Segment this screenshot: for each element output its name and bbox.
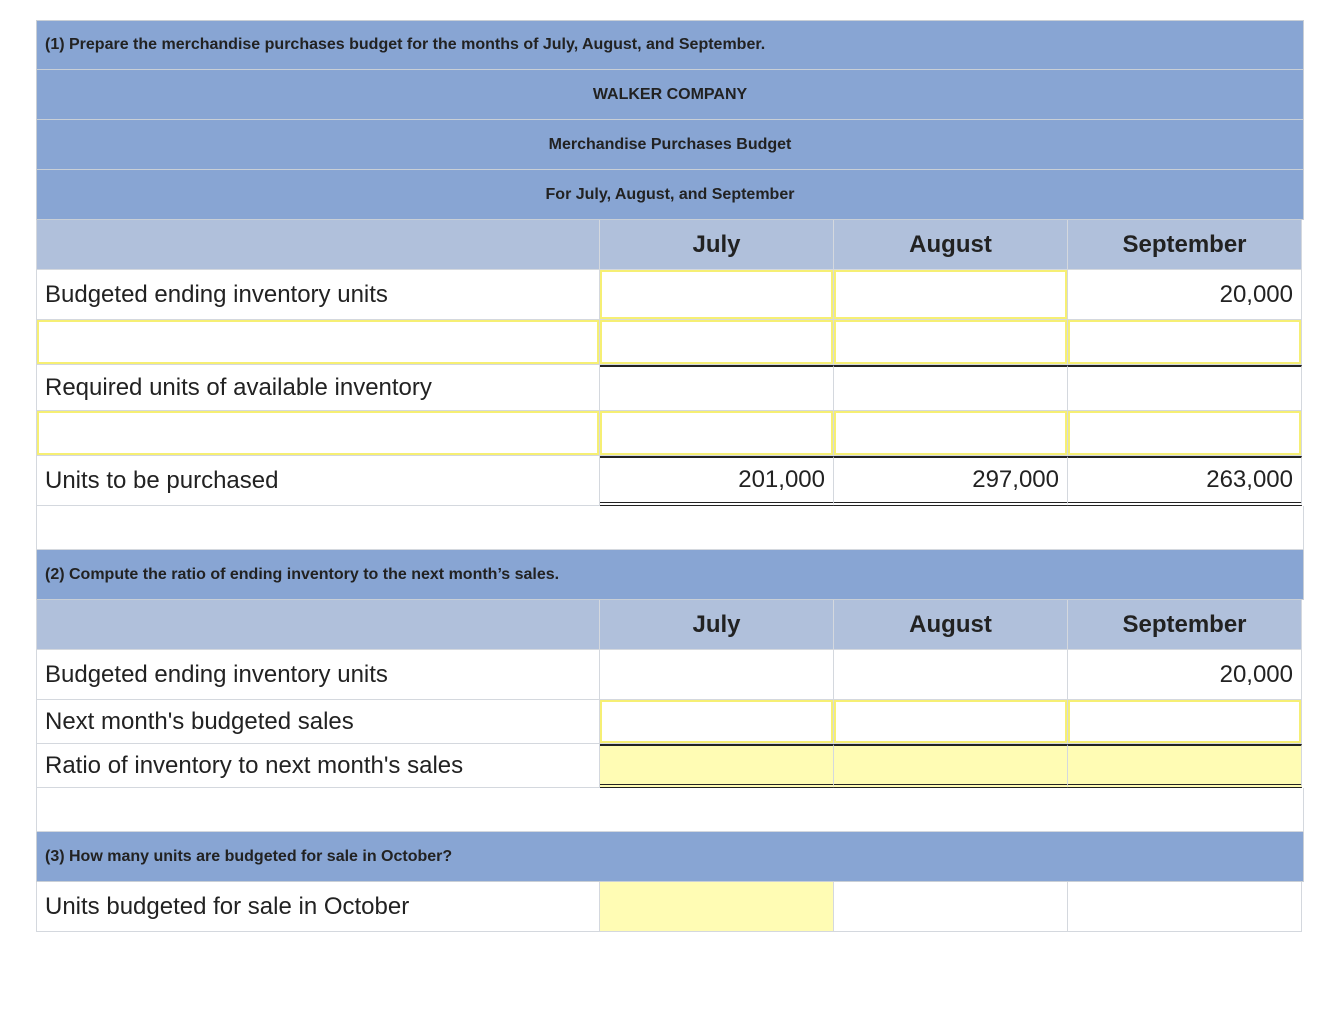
row-label: Ratio of inventory to next month's sales (36, 744, 600, 788)
worksheet (36, 20, 1304, 932)
july-ending-inventory-input[interactable] (600, 270, 834, 320)
column-header-august: August (834, 600, 1068, 650)
july-next-month-sales-input[interactable] (600, 700, 834, 744)
part2-instruction: (2) Compute the ratio of ending inventory to the next month’s sales. (45, 565, 560, 583)
row-label: Budgeted ending inventory units (36, 270, 600, 320)
part2-column-header-row (36, 600, 1304, 650)
august-ratio-input[interactable] (834, 744, 1068, 788)
part2-instruction-banner (36, 550, 1304, 600)
spacer (36, 506, 1304, 550)
july-ratio-ending-inventory (600, 650, 834, 700)
row-label: Units budgeted for sale in October (36, 882, 600, 932)
table-row (36, 744, 1304, 788)
july-input-row-2[interactable] (600, 411, 834, 456)
table-row (36, 456, 1304, 506)
company-name: WALKER COMPANY (592, 85, 748, 103)
july-units-purchased: 201,000 (600, 456, 834, 506)
august-input-row-1[interactable] (834, 320, 1068, 365)
header-blank (36, 600, 600, 650)
column-header-september: September (1068, 600, 1302, 650)
september-required-units[interactable] (1068, 365, 1302, 411)
spacer (36, 788, 1304, 832)
company-banner (36, 70, 1304, 120)
row-label: Units to be purchased (36, 456, 600, 506)
table-row (36, 882, 1304, 932)
part3-instruction-banner (36, 832, 1304, 882)
row-label-input-2[interactable] (36, 411, 600, 456)
july-input-row-1[interactable] (600, 320, 834, 365)
empty-cell (834, 882, 1068, 932)
period-banner (36, 170, 1304, 220)
august-ending-inventory-input[interactable] (834, 270, 1068, 320)
part1-column-header-row (36, 220, 1304, 270)
row-label: Required units of available inventory (36, 365, 600, 411)
part3-instruction: (3) How many units are budgeted for sale in October? (45, 847, 453, 865)
row-label-input-1[interactable] (36, 320, 600, 365)
column-header-september: September (1068, 220, 1302, 270)
august-input-row-2[interactable] (834, 411, 1068, 456)
table-row (36, 320, 1304, 365)
row-label: Next month's budgeted sales (36, 700, 600, 744)
budget-title: Merchandise Purchases Budget (548, 135, 792, 153)
september-units-purchased: 263,000 (1068, 456, 1302, 506)
table-row (36, 365, 1304, 411)
column-header-july: July (600, 220, 834, 270)
september-input-row-2[interactable] (1068, 411, 1302, 456)
header-blank (36, 220, 600, 270)
budget-title-banner (36, 120, 1304, 170)
october-units-input[interactable] (600, 882, 834, 932)
september-ratio-input[interactable] (1068, 744, 1302, 788)
july-required-units[interactable] (600, 365, 834, 411)
table-row (36, 270, 1304, 320)
budget-period: For July, August, and September (545, 185, 795, 203)
column-header-august: August (834, 220, 1068, 270)
august-units-purchased: 297,000 (834, 456, 1068, 506)
part1-instruction: (1) Prepare the merchandise purchases budget for the months of July, August, and September. (45, 36, 766, 53)
column-header-july: July (600, 600, 834, 650)
september-ending-inventory-value: 20,000 (1068, 270, 1302, 320)
august-next-month-sales-input[interactable] (834, 700, 1068, 744)
row-label: Budgeted ending inventory units (36, 650, 600, 700)
empty-cell (1068, 882, 1302, 932)
september-ratio-ending-inventory: 20,000 (1068, 650, 1302, 700)
september-input-row-1[interactable] (1068, 320, 1302, 365)
table-row (36, 650, 1304, 700)
table-row (36, 411, 1304, 456)
august-ratio-ending-inventory (834, 650, 1068, 700)
part1-instruction-banner (36, 20, 1304, 70)
august-required-units[interactable] (834, 365, 1068, 411)
table-row (36, 700, 1304, 744)
september-next-month-sales-input[interactable] (1068, 700, 1302, 744)
july-ratio-input[interactable] (600, 744, 834, 788)
